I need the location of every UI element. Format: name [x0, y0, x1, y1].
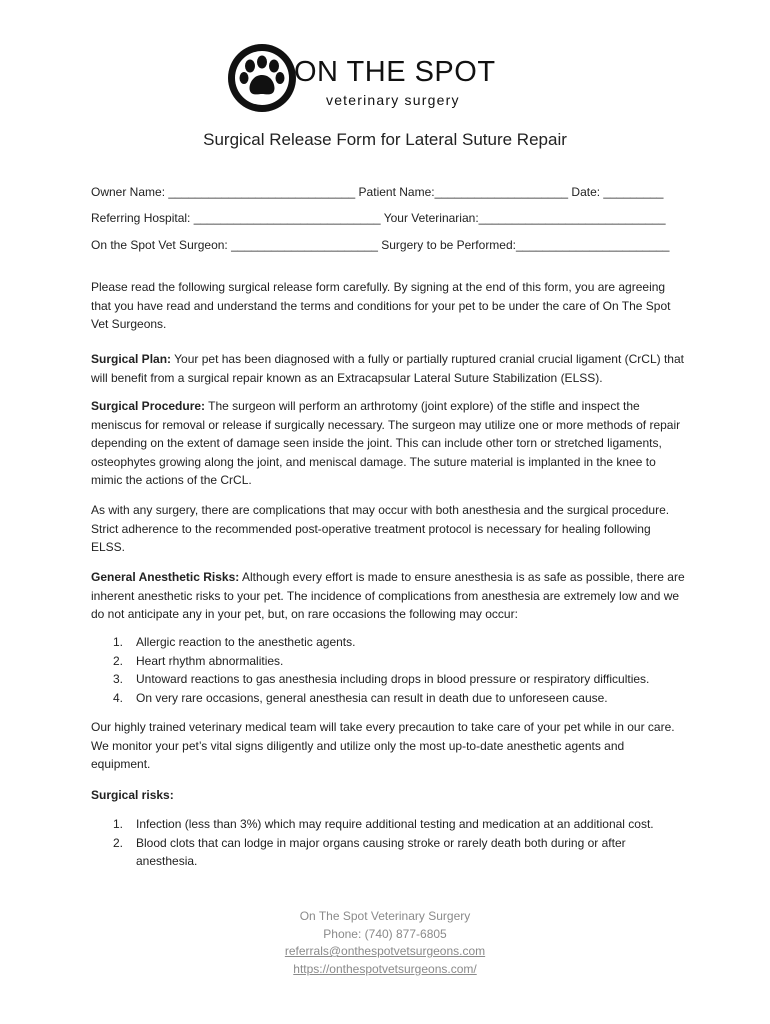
team-text: Our highly trained veterinary medical team will take every precaution to take care of your pet while in our care. We monitor your pet’s vital signs diligently and utilize only the most up-to-date anesthetic agents and equipment. — [91, 720, 675, 772]
team-paragraph — [91, 718, 686, 774]
form-title: Surgical Release Form for Lateral Suture Repair — [203, 130, 567, 149]
referring-hospital-vet-line[interactable]: Referring Hospital: ____________________________ Your Veterinarian:____________________________ — [91, 211, 666, 225]
surgical-plan-label: Surgical Plan: — [91, 352, 172, 366]
footer-phone: Phone: (740) 877-6805 — [323, 926, 447, 941]
list-item: 4. On very rare occasions, general anesthesia can result in death due to unforeseen cause. — [113, 690, 608, 705]
list-item: 2. Heart rhythm abnormalities. — [113, 653, 284, 668]
surgeon-surgery-line[interactable]: On the Spot Vet Surgeon: ______________________ Surgery to be Performed:_______________________ — [91, 238, 670, 252]
anesthetic-risks-list — [91, 633, 686, 707]
logo-name: ON THE SPOT — [294, 56, 496, 88]
company-logo — [226, 40, 526, 116]
footer-email-link[interactable]: referrals@onthespotvetsurgeons.com — [284, 944, 486, 958]
surgical-risks-label: Surgical risks: — [91, 788, 174, 802]
complications-paragraph — [91, 501, 686, 557]
intro-paragraph — [91, 278, 686, 334]
intro-text: Please read the following surgical release form carefully. By signing at the end of this form, you are agreeing that you have read and understand the terms and conditions for your pet to be under the care of On The Spot Vet Surgeons. — [91, 280, 671, 332]
anesthetic-risks-label: General Anesthetic Risks: — [91, 570, 240, 584]
logo-tagline: veterinary surgery — [326, 92, 460, 108]
owner-patient-date-line[interactable]: Owner Name: ____________________________ Patient Name:____________________ Date: _________ — [91, 185, 664, 199]
anesthetic-risks-text: Although every effort is made to ensure anesthesia is as safe as possible, there are inherent anesthetic risks to your pet. The incidence of complications from anesthesia are extremely low and we do not anticipate any in your pet, but, on rare occasions the following may occur: — [91, 570, 685, 622]
footer-website-link[interactable]: https://onthespotvetsurgeons.com/ — [293, 961, 477, 976]
surgical-plan-text: Your pet has been diagnosed with a fully or partially ruptured cranial crucial ligament (CrCL) that will benefit from a surgical repair known as an Extracapsular Lateral Suture Stabilization (ELSS). — [91, 352, 684, 385]
surgical-risks-list — [91, 815, 686, 871]
surgical-procedure-paragraph — [91, 397, 686, 490]
surgical-risks-heading-block — [91, 786, 686, 805]
surgical-plan-paragraph — [91, 350, 686, 387]
complications-text: As with any surgery, there are complications that may occur with both anesthesia and the surgical procedure. Strict adherence to the recommended post-operative treatment protocol is necessary for healing following ELSS. — [91, 503, 670, 555]
list-item: 1. Infection (less than 3%) which may require additional testing and medication at an additional cost. — [113, 817, 654, 831]
list-item: 2. Blood clots that can lodge in major organs causing stroke or rarely death both during or after anesthesia. — [113, 835, 626, 869]
page-footer — [0, 908, 770, 978]
paw-print-icon — [226, 42, 298, 114]
footer-company: On The Spot Veterinary Surgery — [299, 909, 471, 923]
anesthetic-risks-paragraph — [91, 568, 686, 624]
surgical-procedure-label: Surgical Procedure: — [91, 399, 206, 413]
list-item: 3. Untoward reactions to gas anesthesia including drops in blood pressure or respiratory difficulties. — [113, 672, 650, 687]
surgical-procedure-text: The surgeon will perform an arthrotomy (joint explore) of the stifle and inspect the meniscus for removal or release if surgically necessary. The surgeon may utilize one or more methods of repair depending on the extent of damage seen inside the joint. This can include other torn or stretched ligaments, osteophytes growing along the joint, and meniscal damage. The suture material is implanted in the knee to mimic the actions of the CrCL. — [91, 399, 681, 488]
list-item: 1. Allergic reaction to the anesthetic agents. — [113, 635, 356, 649]
